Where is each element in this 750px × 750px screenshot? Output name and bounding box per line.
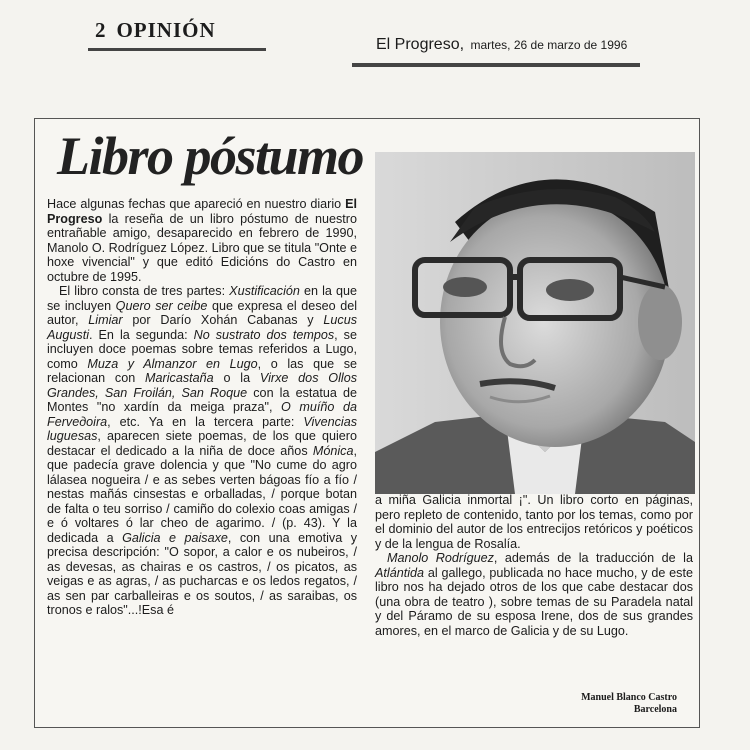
paragraph: Hace algunas fechas que apareció en nuestro diario El Progreso la reseña de un libro póstumo de nuestro entrañable amigo, desaparecido en febrero de 1990, Manolo O. Rodríguez López. Libro que se titula "Onte e hoxe vivencial" y que editó Edicións do Castro en octubre de 1995. — [47, 197, 357, 284]
section-header — [95, 18, 270, 43]
paragraph: El libro consta de tres partes: Xustificación en la que se incluyen Quero ser ceibe que expresa el deseo del autor, Limiar por Darío Xohán Cabanas y Lucus Augusti. En la segunda: No sustrato dos tempos, se incluyen doce poemas sobre temas referidos a Lugo, como Muza y Almanzor en Lugo, o las que se relacionan con Maricastaña o la Virxe dos Ollos Grandes, San Froilán, San Roque con la estatua de Montes "no xardín da meiga praza", O muíño da Ferveдoira, etc. Ya en la tercera parte: Vivencias luguesas, aparecen siete poemas, de los que quiero destacar el dedicado a la niña de doce años Mónica, que padecía grave dolencia y que "No cume do agro lálasea nogueira / e as sebes verten bágoas fío a fío / nestas mañás cinsestas e orballadas, / porque botan de falta o teu sorriso / camiño do colexio coas amigas / e ó voltares ó lar cheo de agarimo. / (p. 43). Y la dedicada a Galicia e paisaxe, con una emotiva y precisa descripción: "O sopor, a calor e os nubeiros, / as devesas, as chairas e os castros, / os picatos, as veigas e as agras, / as pucharcas e os ledos regatos, / as sen par carballeiras e os soutos, / as saraibas, os tronos e ralos"...!Esa é — [47, 284, 358, 617]
header-rule-right — [352, 63, 640, 67]
author-city: Barcelona — [633, 704, 677, 715]
article-clipping — [34, 118, 700, 728]
author-name: Manuel Blanco Castro — [581, 692, 677, 703]
portrait-image — [375, 152, 695, 494]
paragraph: a miña Galicia inmortal ¡". Un libro corto en páginas, pero repleto de contenido, tanto por los temas, como por el dominio del autor de los entrecijos retóricos y poéticos y de la lengua de Rosalía. — [375, 493, 693, 551]
headline: Libro póstumo — [57, 126, 364, 186]
author-photo — [375, 152, 695, 494]
author-signature — [581, 692, 677, 716]
article-column-left — [47, 197, 357, 618]
issue-date: martes, 26 de marzo de 1996 — [470, 38, 628, 52]
newspaper-name: El Progreso, — [376, 36, 465, 53]
page-number: 2 — [95, 18, 106, 42]
paragraph: Manolo Rodríguez, además de la traducción de la Atlántida al gallego, publicada no hace mucho, y de este libro nos ha dejado otros de los que cabe destacar dos (una obra de teatro ), sobre temas de su Paradela natal y del Páramo de su esposa Irene, dos de sus grandes amores, en el marco de Galicia y de su Lugo. — [375, 551, 693, 638]
header-rule-left — [88, 48, 266, 51]
masthead — [376, 36, 627, 54]
article-column-right — [375, 493, 693, 638]
section-name: OPINIÓN — [116, 18, 216, 42]
